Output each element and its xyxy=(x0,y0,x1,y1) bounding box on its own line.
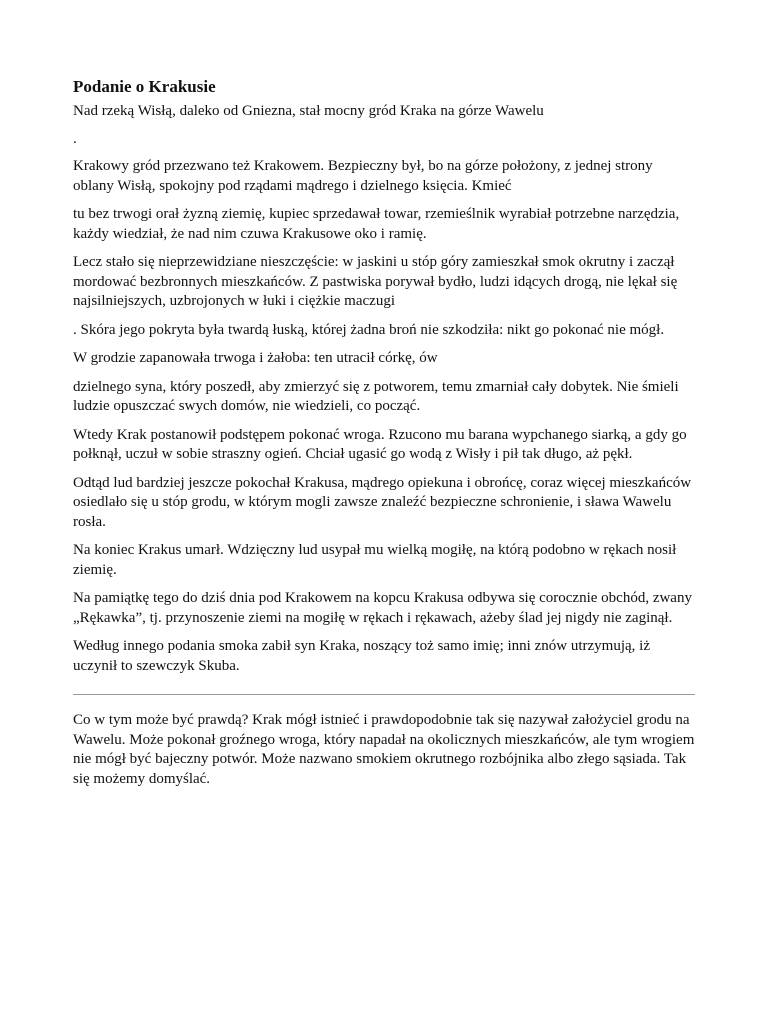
paragraph-5: Lecz stało się nieprzewidziane nieszczęście: w jaskini u stóp góry zamieszkał smok okrutny i zaczął mordować bezbronnych mieszkańców. Z pastwiska porywał bydło, ludzi idących drogą, nie lękał się najsilniejszych, uzbrojonych w łuki i ciężkie maczugi xyxy=(73,254,678,309)
paragraph-9: Wtedy Krak postanowił podstępem pokonać wroga. Rzucono mu barana wypchanego siarką, a gdy go połknął, uczuł w sobie straszny ogień. Chciał ugasić go wodą z Wisły i pił tak długo, aż pękł. xyxy=(73,426,687,462)
paragraph-3: Krakowy gród przezwano też Krakowem. Bezpieczny był, bo na górze położony, z jednej strony oblany Wisłą, spokojny pod rządami mądrego i dzielnego księcia. Kmieć xyxy=(73,158,653,194)
paragraph-10: Odtąd lud bardziej jeszcze pokochał Krakusa, mądrego opiekuna i obrońcę, coraz więcej mieszkańców osiedlało się u stóp grodu, w którym mogli zawsze znaleźć bezpieczne schronienie, i sława Wawelu rosła. xyxy=(73,474,692,530)
paragraph-11: Na koniec Krakus umarł. Wdzięczny lud usypał mu wielką mogiłę, na którą podobno w rękach nosił ziemię. xyxy=(73,542,677,578)
paragraph-4: tu bez trwogi orał żyzną ziemię, kupiec sprzedawał towar, rzemieślnik wyrabiał potrzebne narzędzia, każdy wiedział, że nad nim czuwa Krakusowe oko i ramię. xyxy=(73,206,680,242)
paragraph-1: Nad rzeką Wisłą, daleko od Gniezna, stał mocny gród Kraka na górze Wawelu xyxy=(73,103,544,119)
paragraph-8: dzielnego syna, który poszedł, aby zmierzyć się z potworem, temu zmarniał cały dobytek. Nie śmieli ludzie opuszczać swych domów, nie wiedzieli, co począć. xyxy=(73,378,679,414)
paragraph-7: W grodzie zapanowała trwoga i żałoba: ten utracił córkę, ów xyxy=(73,350,438,366)
paragraph-12: Na pamiątkę tego do dziś dnia pod Krakowem na kopcu Krakusa odbywa się corocznie obchód, zwany „Rękawka”, tj. przynoszenie ziemi na mogiłę w rękach i rękawach, ażeby ślad jej nigdy nie zaginął. xyxy=(73,590,692,626)
paragraph-13: Według innego podania smoka zabił syn Kraka, noszący toż samo imię; inni znów utrzymują, iż uczynił to szewczyk Skuba. xyxy=(73,638,650,674)
commentary-paragraph: Co w tym może być prawdą? Krak mógł istnieć i prawdopodobnie tak się nazywał założyciel grodu na Wawelu. Może pokonał groźnego wroga, który napadał na okolicznych mieszkańców, ale tym wrogiem nie mógł być bajeczny potwór. Może nazwano smokiem okrutnego rozbójnika albo złego sąsiada. Tak się możemy domyślać. xyxy=(73,712,695,787)
paragraph-2: . xyxy=(73,130,77,147)
section-divider xyxy=(73,694,695,695)
paragraph-6: . Skóra jego pokryta była twardą łuską, której żadna broń nie szkodziła: nikt go pokonać nie mógł. xyxy=(73,321,665,338)
document-title: Podanie o Krakusie xyxy=(73,77,216,96)
